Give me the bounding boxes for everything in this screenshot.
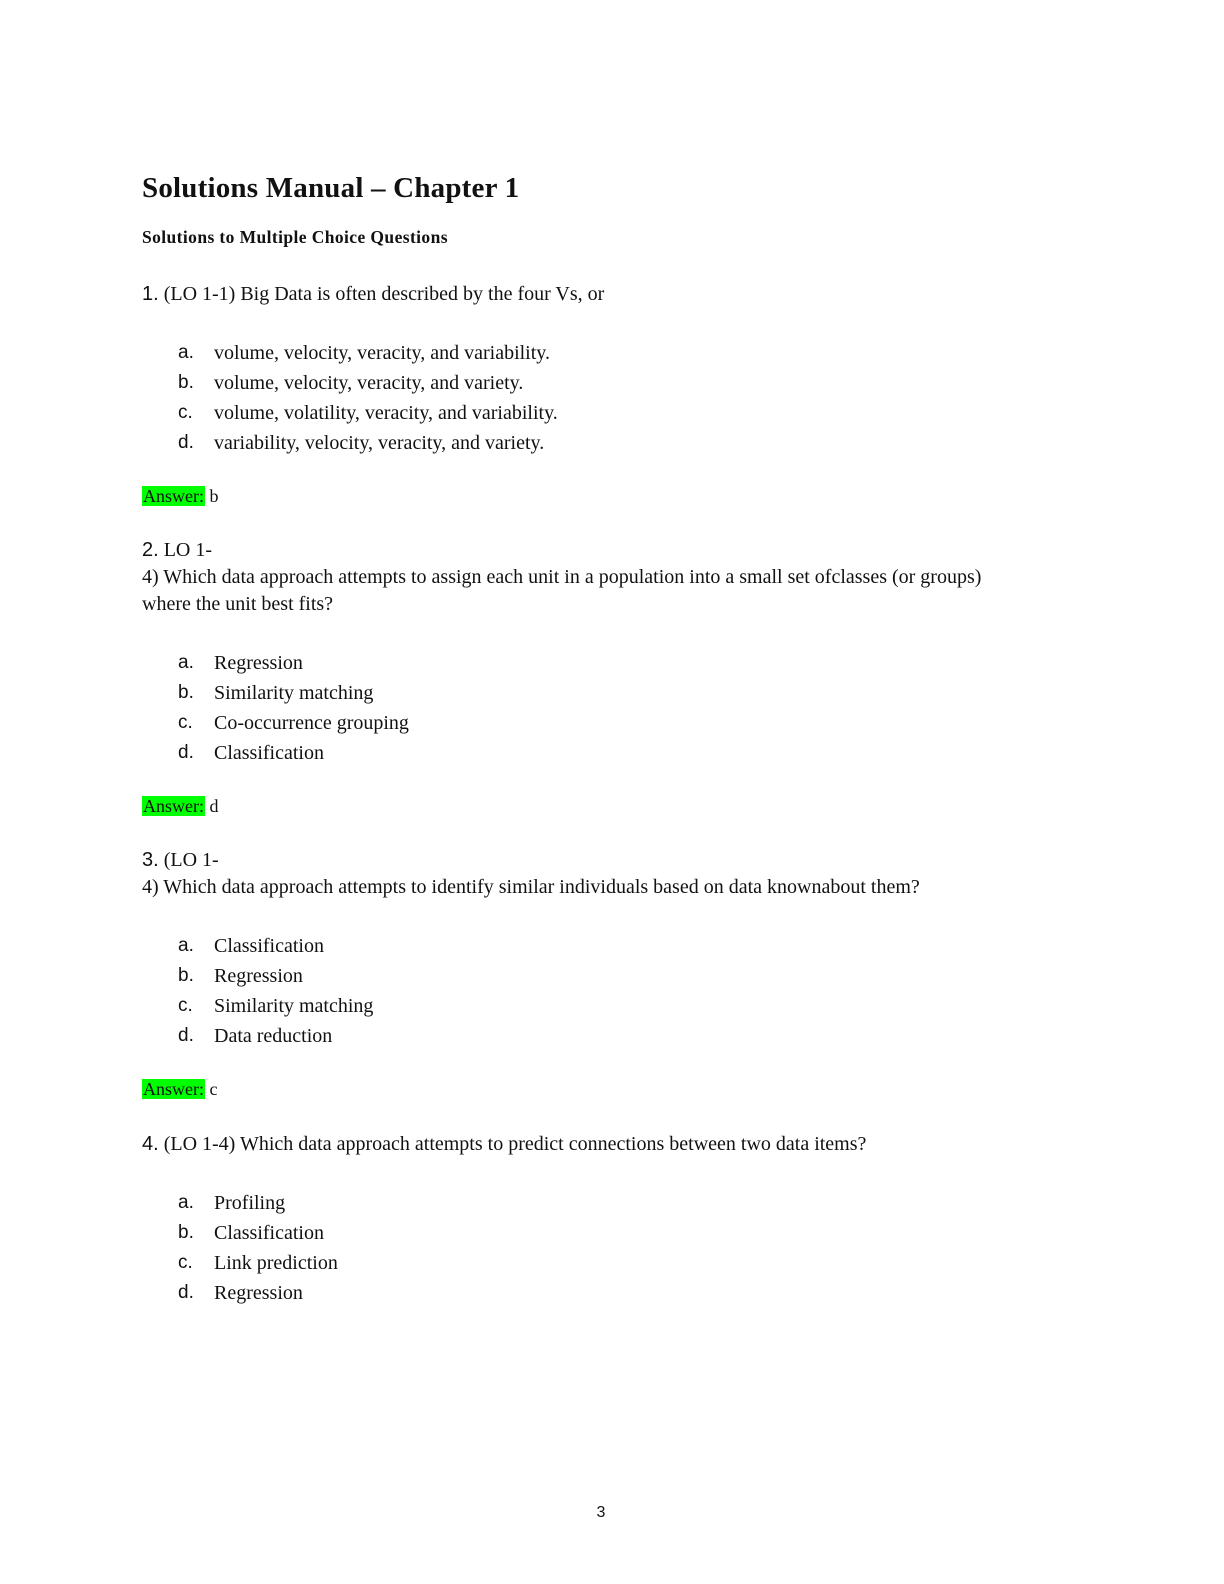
question-stem	[142, 847, 1082, 901]
option-letter: c.	[178, 995, 193, 1016]
answer-2	[142, 794, 219, 818]
option-letter: b.	[178, 372, 194, 393]
question-stem	[142, 1131, 1082, 1158]
option-list	[142, 338, 1082, 458]
option-a	[142, 648, 1082, 678]
option-letter: b.	[178, 682, 194, 703]
option-a	[142, 338, 1082, 368]
option-letter: a.	[178, 342, 194, 363]
option-b	[142, 961, 1082, 991]
option-list	[142, 648, 1082, 768]
option-letter: c.	[178, 712, 193, 733]
answer-value: b	[209, 486, 219, 506]
answer-label-highlight: Answer:	[143, 486, 204, 506]
option-c	[142, 398, 1082, 428]
option-d	[142, 1021, 1082, 1051]
option-text: Regression	[214, 652, 303, 674]
option-d	[142, 738, 1082, 768]
option-letter: d.	[178, 432, 194, 453]
option-b	[142, 1218, 1082, 1248]
option-text: variability, velocity, veracity, and variety.	[214, 432, 545, 454]
option-text: Profiling	[214, 1192, 286, 1214]
option-text: Regression	[214, 965, 303, 987]
option-letter: b.	[178, 965, 194, 986]
option-b	[142, 368, 1082, 398]
option-c	[142, 708, 1082, 738]
option-text: Data reduction	[214, 1025, 333, 1047]
option-a	[142, 1188, 1082, 1218]
option-letter: c.	[178, 1252, 193, 1273]
option-text: volume, velocity, veracity, and variety.	[214, 372, 524, 394]
option-letter: a.	[178, 935, 194, 956]
option-text: Classification	[214, 742, 324, 764]
answer-value: d	[209, 796, 219, 816]
answer-3	[142, 1077, 218, 1101]
stem-line: 4) Which data approach attempts to assign each unit in a population into a small set ofclasses (or groups)	[142, 566, 982, 588]
option-list	[142, 931, 1082, 1051]
option-letter: a.	[178, 652, 194, 673]
option-text: Similarity matching	[214, 995, 374, 1017]
option-letter: b.	[178, 1222, 194, 1243]
question-4	[142, 1131, 1082, 1308]
stem-line: (LO 1-	[163, 849, 219, 871]
question-stem	[142, 281, 1082, 308]
answer-label-highlight: Answer:	[143, 1079, 204, 1099]
section-subtitle: Solutions to Multiple Choice Questions	[142, 227, 448, 247]
question-stem	[142, 537, 1082, 618]
question-number: 2.	[142, 539, 159, 561]
option-text: Co-occurrence grouping	[214, 712, 409, 734]
stem-line: (LO 1-1) Big Data is often described by the four Vs, or	[163, 283, 605, 305]
option-text: Classification	[214, 935, 324, 957]
option-text: Classification	[214, 1222, 324, 1244]
option-c	[142, 991, 1082, 1021]
option-text: volume, velocity, veracity, and variability.	[214, 342, 550, 364]
answer-1	[142, 484, 219, 508]
option-a	[142, 931, 1082, 961]
question-number: 3.	[142, 849, 159, 871]
answer-label-highlight: Answer:	[143, 796, 204, 816]
page-title: Solutions Manual – Chapter 1	[142, 172, 520, 204]
answer-value: c	[209, 1079, 218, 1099]
option-letter: d.	[178, 1025, 194, 1046]
option-d	[142, 1278, 1082, 1308]
question-number: 4.	[142, 1133, 159, 1155]
option-text: volume, volatility, veracity, and variability.	[214, 402, 558, 424]
option-text: Regression	[214, 1282, 303, 1304]
option-c	[142, 1248, 1082, 1278]
option-letter: d.	[178, 1282, 194, 1303]
page-number: 3	[596, 1504, 606, 1521]
option-list	[142, 1188, 1082, 1308]
option-letter: d.	[178, 742, 194, 763]
option-b	[142, 678, 1082, 708]
option-letter: c.	[178, 402, 193, 423]
stem-line: 4) Which data approach attempts to identify similar individuals based on data knownabout them?	[142, 876, 920, 898]
question-3	[142, 847, 1082, 1051]
question-1	[142, 281, 1082, 458]
option-text: Link prediction	[214, 1252, 338, 1274]
option-letter: a.	[178, 1192, 194, 1213]
question-number: 1.	[142, 283, 159, 305]
option-d	[142, 428, 1082, 458]
stem-line: (LO 1-4) Which data approach attempts to predict connections between two data items?	[163, 1133, 867, 1155]
stem-line: LO 1-	[163, 539, 213, 561]
option-text: Similarity matching	[214, 682, 374, 704]
question-2	[142, 537, 1082, 768]
stem-line: where the unit best fits?	[142, 593, 334, 615]
